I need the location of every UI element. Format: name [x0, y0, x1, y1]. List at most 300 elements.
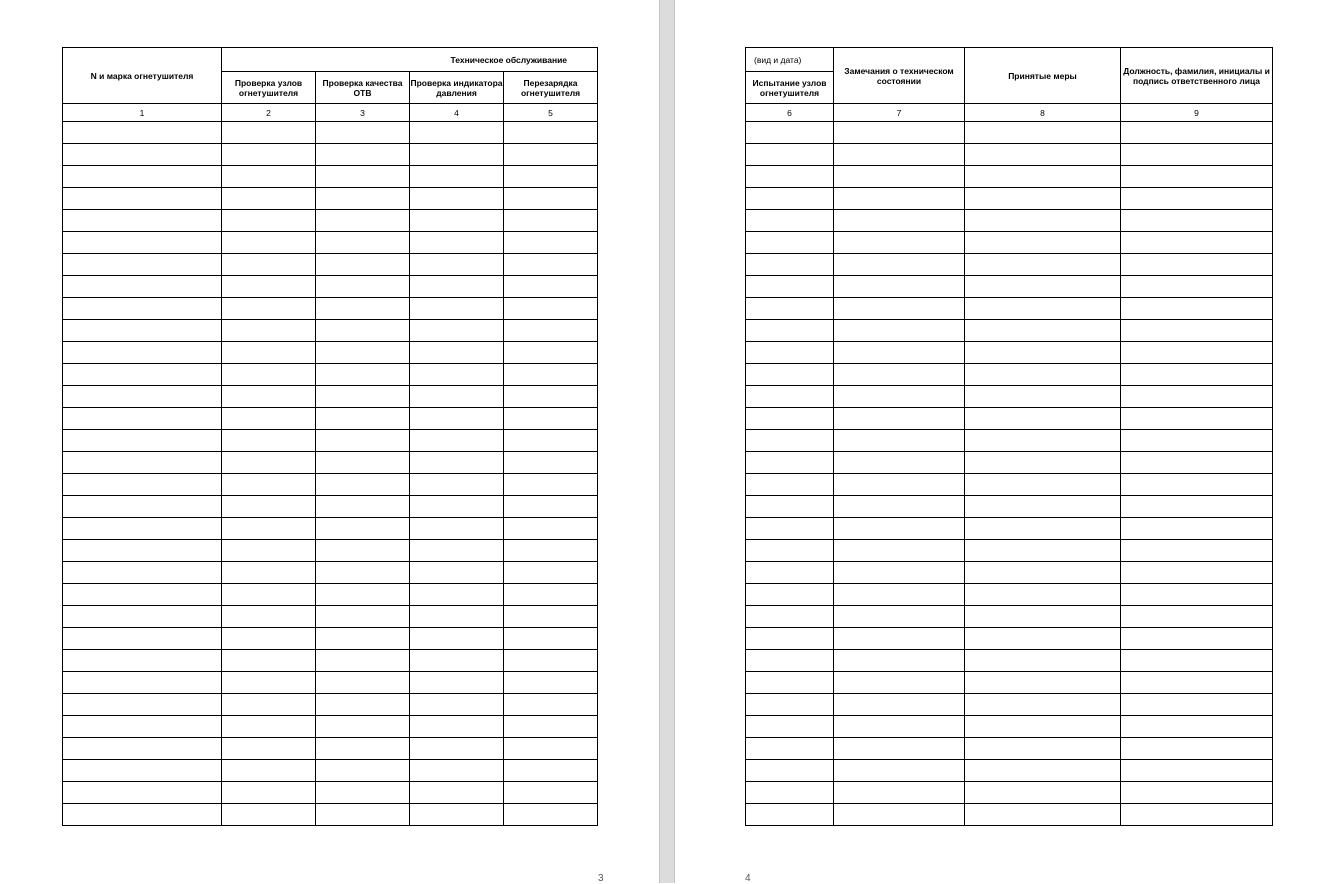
table-cell — [222, 782, 316, 804]
table-row — [63, 716, 598, 738]
table-cell — [834, 804, 965, 826]
table-cell — [504, 188, 598, 210]
table-cell — [1121, 320, 1273, 342]
table-cell — [746, 804, 834, 826]
table-row — [746, 562, 1273, 584]
table-cell — [63, 254, 222, 276]
table-cell — [746, 540, 834, 562]
table-cell — [746, 452, 834, 474]
table-cell — [746, 562, 834, 584]
table-cell — [965, 144, 1121, 166]
table-cell — [222, 496, 316, 518]
table-cell — [965, 320, 1121, 342]
table-cell — [504, 760, 598, 782]
table-cell — [222, 628, 316, 650]
table-cell — [410, 232, 504, 254]
right-page — [675, 0, 1329, 883]
table-cell — [834, 122, 965, 144]
table-cell — [410, 782, 504, 804]
table-cell — [965, 716, 1121, 738]
table-row — [63, 166, 598, 188]
table-cell — [504, 320, 598, 342]
table-cell — [316, 628, 410, 650]
table-cell — [746, 408, 834, 430]
table-row — [746, 320, 1273, 342]
table-row — [746, 452, 1273, 474]
table-cell — [965, 166, 1121, 188]
table-cell — [1121, 650, 1273, 672]
table-cell — [746, 628, 834, 650]
table-cell — [504, 342, 598, 364]
table-cell — [1121, 408, 1273, 430]
table-cell — [834, 760, 965, 782]
table-cell — [410, 804, 504, 826]
table-cell — [504, 166, 598, 188]
table-cell — [316, 144, 410, 166]
table-cell — [410, 474, 504, 496]
table-row — [63, 584, 598, 606]
table-cell — [410, 276, 504, 298]
table-cell — [965, 188, 1121, 210]
table-cell — [834, 584, 965, 606]
table-row — [63, 144, 598, 166]
table-row — [63, 276, 598, 298]
table-cell — [504, 386, 598, 408]
table-cell — [222, 650, 316, 672]
table-cell — [746, 342, 834, 364]
table-cell — [410, 254, 504, 276]
table-cell — [746, 298, 834, 320]
table-cell — [746, 144, 834, 166]
table-cell — [504, 210, 598, 232]
table-cell — [504, 408, 598, 430]
table-cell — [965, 452, 1121, 474]
table-cell — [1121, 716, 1273, 738]
table-cell — [834, 518, 965, 540]
table-cell — [1121, 606, 1273, 628]
table-cell — [746, 650, 834, 672]
table-row — [63, 562, 598, 584]
table-cell — [63, 760, 222, 782]
table-row — [746, 474, 1273, 496]
table-cell — [746, 232, 834, 254]
table-cell — [834, 342, 965, 364]
table-cell — [1121, 232, 1273, 254]
table-cell — [834, 606, 965, 628]
table-cell — [504, 804, 598, 826]
table-row — [63, 342, 598, 364]
table-cell — [222, 232, 316, 254]
table-cell — [1121, 474, 1273, 496]
left-register-table — [62, 47, 598, 826]
table-cell — [410, 628, 504, 650]
table-cell — [965, 540, 1121, 562]
table-cell — [410, 760, 504, 782]
table-cell — [63, 364, 222, 386]
table-cell — [410, 166, 504, 188]
table-cell — [63, 386, 222, 408]
table-cell — [410, 562, 504, 584]
table-cell — [316, 760, 410, 782]
table-cell — [746, 430, 834, 452]
table-cell — [222, 738, 316, 760]
table-cell — [834, 320, 965, 342]
table-row — [63, 364, 598, 386]
table-cell — [222, 298, 316, 320]
table-cell — [1121, 694, 1273, 716]
table-cell — [63, 694, 222, 716]
table-cell — [410, 298, 504, 320]
table-cell — [834, 386, 965, 408]
table-cell — [222, 210, 316, 232]
table-cell — [834, 628, 965, 650]
table-cell — [1121, 540, 1273, 562]
table-cell — [410, 188, 504, 210]
table-cell — [965, 276, 1121, 298]
table-row — [63, 606, 598, 628]
table-row — [63, 408, 598, 430]
table-cell — [222, 672, 316, 694]
table-cell — [1121, 760, 1273, 782]
table-cell — [63, 298, 222, 320]
table-cell — [316, 166, 410, 188]
table-cell — [965, 694, 1121, 716]
table-cell — [222, 386, 316, 408]
table-row — [746, 232, 1273, 254]
table-cell — [222, 540, 316, 562]
table-cell — [410, 496, 504, 518]
table-cell — [222, 364, 316, 386]
table-cell — [222, 430, 316, 452]
table-cell — [63, 584, 222, 606]
table-cell — [410, 606, 504, 628]
table-cell — [504, 716, 598, 738]
table-cell — [834, 474, 965, 496]
column-number: 3 — [316, 104, 410, 122]
table-cell — [63, 430, 222, 452]
table-cell — [410, 650, 504, 672]
table-row — [746, 628, 1273, 650]
column-number: 5 — [504, 104, 598, 122]
table-row — [63, 540, 598, 562]
table-cell — [222, 408, 316, 430]
table-cell — [316, 694, 410, 716]
table-cell — [834, 738, 965, 760]
table-cell — [746, 122, 834, 144]
page-number: 4 — [745, 873, 751, 884]
table-cell — [965, 254, 1121, 276]
table-cell — [965, 364, 1121, 386]
column-number: 7 — [834, 104, 965, 122]
table-row — [746, 122, 1273, 144]
table-cell — [834, 496, 965, 518]
table-cell — [1121, 430, 1273, 452]
table-cell — [504, 562, 598, 584]
table-cell — [63, 716, 222, 738]
table-row — [63, 474, 598, 496]
table-cell — [316, 804, 410, 826]
table-cell — [1121, 298, 1273, 320]
page-gutter — [659, 0, 675, 883]
table-row — [63, 782, 598, 804]
table-row — [746, 584, 1273, 606]
header-unit-testing: Испытание узлов огнетушителя — [746, 72, 834, 104]
table-cell — [1121, 628, 1273, 650]
table-row — [63, 386, 598, 408]
table-cell — [316, 672, 410, 694]
table-row — [746, 188, 1273, 210]
gutter-edge — [659, 0, 660, 883]
table-row — [746, 364, 1273, 386]
table-cell — [965, 122, 1121, 144]
table-cell — [316, 342, 410, 364]
table-cell — [834, 166, 965, 188]
header-measures-taken: Принятые меры — [965, 48, 1121, 104]
table-cell — [834, 298, 965, 320]
table-cell — [965, 474, 1121, 496]
table-cell — [1121, 496, 1273, 518]
table-cell — [746, 716, 834, 738]
table-cell — [316, 452, 410, 474]
table-cell — [410, 386, 504, 408]
table-cell — [63, 408, 222, 430]
table-cell — [222, 562, 316, 584]
table-cell — [63, 628, 222, 650]
table-row — [746, 496, 1273, 518]
table-cell — [222, 166, 316, 188]
table-cell — [222, 716, 316, 738]
table-cell — [834, 188, 965, 210]
table-row — [63, 804, 598, 826]
table-cell — [965, 496, 1121, 518]
table-cell — [316, 408, 410, 430]
table-cell — [834, 254, 965, 276]
table-cell — [746, 518, 834, 540]
table-row — [63, 430, 598, 452]
table-cell — [316, 276, 410, 298]
table-cell — [504, 364, 598, 386]
table-row — [746, 254, 1273, 276]
column-number: 1 — [63, 104, 222, 122]
table-row — [746, 804, 1273, 826]
header-check-agent-quality: Проверка качества ОТВ — [316, 72, 410, 104]
table-cell — [222, 342, 316, 364]
table-cell — [504, 584, 598, 606]
table-cell — [63, 320, 222, 342]
table-cell — [504, 144, 598, 166]
table-cell — [410, 540, 504, 562]
table-cell — [965, 298, 1121, 320]
table-row — [63, 210, 598, 232]
table-cell — [410, 320, 504, 342]
table-cell — [504, 694, 598, 716]
table-cell — [504, 452, 598, 474]
table-cell — [222, 760, 316, 782]
table-cell — [1121, 738, 1273, 760]
table-cell — [746, 474, 834, 496]
table-row — [746, 386, 1273, 408]
table-cell — [834, 782, 965, 804]
table-cell — [222, 804, 316, 826]
header-maintenance-group: Техническое обслуживание — [222, 48, 598, 72]
column-number: 8 — [965, 104, 1121, 122]
table-row — [63, 628, 598, 650]
table-cell — [965, 584, 1121, 606]
table-cell — [63, 782, 222, 804]
table-cell — [410, 452, 504, 474]
table-cell — [316, 540, 410, 562]
table-cell — [63, 518, 222, 540]
table-cell — [746, 276, 834, 298]
table-cell — [746, 254, 834, 276]
table-cell — [63, 562, 222, 584]
table-cell — [504, 672, 598, 694]
table-cell — [504, 122, 598, 144]
table-cell — [63, 496, 222, 518]
table-cell — [410, 408, 504, 430]
table-cell — [1121, 804, 1273, 826]
table-cell — [63, 122, 222, 144]
table-cell — [965, 518, 1121, 540]
table-row — [63, 518, 598, 540]
table-cell — [316, 122, 410, 144]
table-cell — [1121, 188, 1273, 210]
table-cell — [504, 430, 598, 452]
table-cell — [965, 606, 1121, 628]
table-cell — [316, 606, 410, 628]
column-number: 9 — [1121, 104, 1273, 122]
table-cell — [63, 166, 222, 188]
table-cell — [1121, 166, 1273, 188]
table-cell — [316, 254, 410, 276]
table-row — [746, 518, 1273, 540]
table-cell — [834, 232, 965, 254]
table-cell — [746, 496, 834, 518]
table-cell — [222, 474, 316, 496]
table-cell — [504, 276, 598, 298]
table-cell — [1121, 276, 1273, 298]
table-cell — [834, 694, 965, 716]
table-cell — [746, 760, 834, 782]
table-row — [63, 650, 598, 672]
table-cell — [965, 628, 1121, 650]
table-cell — [834, 716, 965, 738]
table-cell — [1121, 342, 1273, 364]
table-cell — [316, 738, 410, 760]
table-cell — [834, 540, 965, 562]
table-row — [746, 276, 1273, 298]
table-row — [746, 210, 1273, 232]
table-cell — [410, 430, 504, 452]
table-cell — [63, 276, 222, 298]
table-cell — [504, 782, 598, 804]
table-cell — [746, 584, 834, 606]
table-row — [746, 738, 1273, 760]
table-cell — [746, 188, 834, 210]
table-cell — [1121, 518, 1273, 540]
table-cell — [504, 232, 598, 254]
table-row — [746, 342, 1273, 364]
table-cell — [410, 144, 504, 166]
table-cell — [746, 386, 834, 408]
table-cell — [1121, 562, 1273, 584]
table-cell — [1121, 144, 1273, 166]
table-cell — [222, 320, 316, 342]
column-number-row — [63, 104, 598, 122]
column-number: 4 — [410, 104, 504, 122]
table-cell — [63, 452, 222, 474]
table-cell — [410, 584, 504, 606]
table-row — [63, 496, 598, 518]
table-cell — [316, 716, 410, 738]
column-number-row — [746, 104, 1273, 122]
table-cell — [316, 232, 410, 254]
table-cell — [410, 694, 504, 716]
table-cell — [834, 650, 965, 672]
table-cell — [316, 364, 410, 386]
table-cell — [63, 606, 222, 628]
table-row — [63, 122, 598, 144]
table-cell — [504, 738, 598, 760]
table-cell — [504, 606, 598, 628]
table-cell — [965, 672, 1121, 694]
table-cell — [965, 430, 1121, 452]
table-cell — [504, 540, 598, 562]
table-cell — [316, 782, 410, 804]
header-check-pressure-indicator: Проверка индикатора давления — [410, 72, 504, 104]
table-row — [746, 650, 1273, 672]
header-technical-remarks: Замечания о техническом состоянии — [834, 48, 965, 104]
table-row — [63, 738, 598, 760]
table-cell — [746, 320, 834, 342]
table-cell — [1121, 386, 1273, 408]
page-number: 3 — [598, 873, 604, 884]
table-cell — [222, 606, 316, 628]
table-cell — [834, 562, 965, 584]
table-cell — [222, 122, 316, 144]
table-cell — [63, 474, 222, 496]
table-cell — [746, 738, 834, 760]
table-cell — [504, 518, 598, 540]
table-cell — [504, 496, 598, 518]
table-cell — [965, 738, 1121, 760]
table-cell — [63, 232, 222, 254]
table-cell — [410, 518, 504, 540]
table-cell — [63, 188, 222, 210]
table-row — [746, 408, 1273, 430]
table-cell — [965, 782, 1121, 804]
table-cell — [316, 386, 410, 408]
table-cell — [316, 518, 410, 540]
table-row — [746, 166, 1273, 188]
table-cell — [222, 188, 316, 210]
header-responsible-person: Должность, фамилия, инициалы и подпись ответственного лица — [1121, 48, 1273, 104]
table-cell — [834, 210, 965, 232]
table-cell — [1121, 364, 1273, 386]
table-row — [63, 320, 598, 342]
table-row — [746, 694, 1273, 716]
table-cell — [316, 430, 410, 452]
table-row — [63, 254, 598, 276]
table-row — [746, 716, 1273, 738]
table-cell — [63, 210, 222, 232]
table-cell — [504, 650, 598, 672]
table-cell — [834, 276, 965, 298]
table-cell — [834, 364, 965, 386]
table-cell — [63, 342, 222, 364]
table-row — [63, 452, 598, 474]
table-cell — [965, 386, 1121, 408]
